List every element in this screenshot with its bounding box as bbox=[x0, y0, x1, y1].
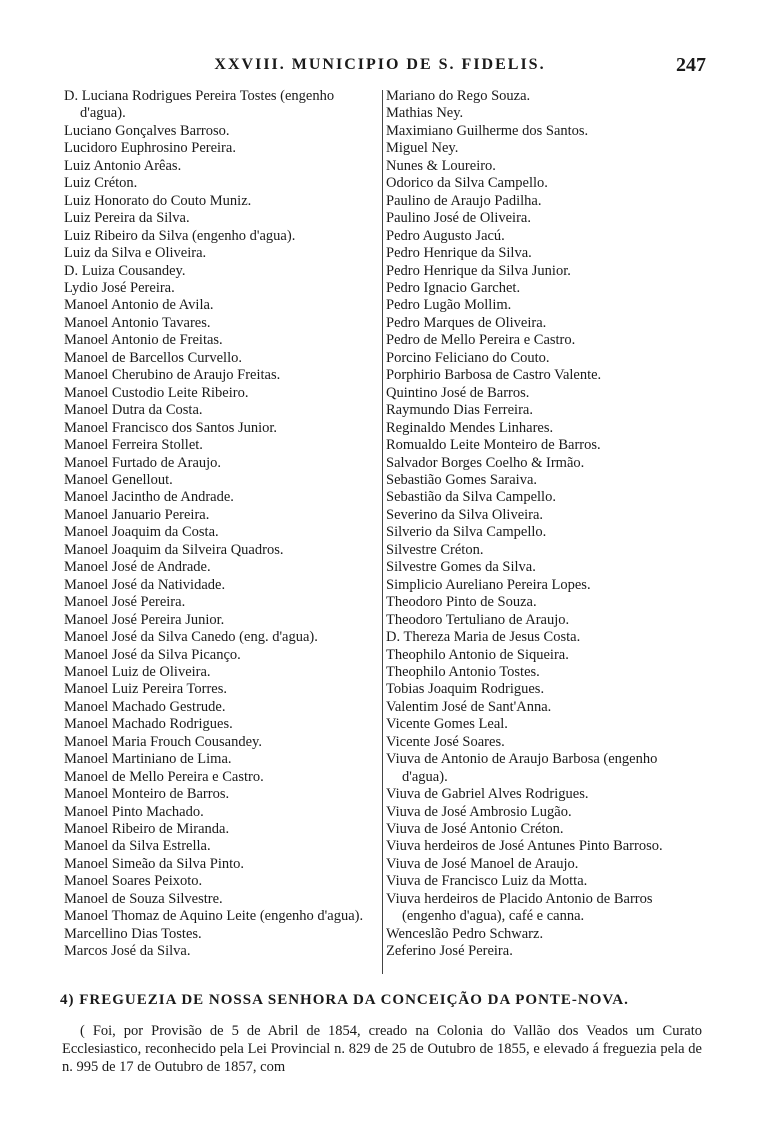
list-item: Porphirio Barbosa de Castro Valente. bbox=[386, 367, 602, 384]
left-column bbox=[64, 88, 382, 961]
list-item: Severino da Silva Oliveira. bbox=[386, 506, 544, 523]
list-item: Manoel Furtado de Araujo. bbox=[64, 454, 222, 471]
list-item: Pedro Marques de Oliveira. bbox=[386, 314, 547, 331]
list-item: Vicente Gomes Leal. bbox=[386, 716, 508, 733]
list-item: Manoel Custodio Leite Ribeiro. bbox=[64, 384, 249, 401]
list-item: Lydio José Pereira. bbox=[64, 279, 175, 296]
list-item: Viuva de José Ambrosio Lugão. bbox=[386, 803, 572, 820]
list-item: Luiz Pereira da Silva. bbox=[64, 210, 190, 227]
list-item: Viuva de Gabriel Alves Rodrigues. bbox=[386, 786, 589, 803]
list-item: Manoel Cherubino de Araujo Freitas. bbox=[64, 367, 281, 384]
list-item: Pedro de Mello Pereira e Castro. bbox=[386, 332, 576, 349]
list-item: Luiz Ribeiro da Silva (engenho d'agua). bbox=[64, 227, 296, 244]
list-item: Sebastião da Silva Campello. bbox=[386, 489, 556, 506]
list-item: Marcellino Dias Tostes. bbox=[64, 925, 202, 942]
right-column bbox=[386, 88, 704, 961]
list-item: Pedro Henrique da Silva Junior. bbox=[386, 262, 571, 279]
list-item: Viuva de José Antonio Créton. bbox=[386, 821, 564, 838]
list-item: D. Luiza Cousandey. bbox=[64, 262, 186, 279]
list-item: Sebastião Gomes Saraiva. bbox=[386, 471, 538, 488]
list-item: Luiz da Silva e Oliveira. bbox=[64, 245, 207, 262]
list-item: Manoel de Souza Silvestre. bbox=[64, 890, 223, 907]
list-item: Lucidoro Euphrosino Pereira. bbox=[64, 140, 236, 157]
list-item: Viuva herdeiros de José Antunes Pinto Barroso. bbox=[386, 838, 663, 855]
list-item: D. Luciana Rodrigues Pereira Tostes (engenho d'agua). bbox=[64, 88, 335, 122]
list-item: Porcino Feliciano do Couto. bbox=[386, 349, 550, 366]
column-divider bbox=[382, 90, 383, 974]
list-item: Mathias Ney. bbox=[386, 105, 464, 122]
list-item: Luiz Créton. bbox=[64, 175, 138, 192]
section-paragraph bbox=[62, 1022, 702, 1076]
list-item: Theophilo Antonio de Siqueira. bbox=[386, 646, 569, 663]
list-item: Quintino José de Barros. bbox=[386, 384, 530, 401]
list-item: Manoel José de Andrade. bbox=[64, 559, 211, 576]
list-item: Vicente José Soares. bbox=[386, 733, 505, 750]
list-item: Manoel Luiz Pereira Torres. bbox=[64, 681, 227, 698]
list-item: Manoel Januario Pereira. bbox=[64, 506, 210, 523]
list-item: Theodoro Tertuliano de Araujo. bbox=[386, 611, 570, 628]
list-item: Manoel Machado Gestrude. bbox=[64, 698, 226, 715]
list-item: Manoel da Silva Estrella. bbox=[64, 838, 211, 855]
list-item: Manoel Machado Rodrigues. bbox=[64, 716, 233, 733]
name-list-columns bbox=[64, 88, 704, 976]
list-item: Silvestre Gomes da Silva. bbox=[386, 559, 536, 576]
list-item: Manoel Luiz de Oliveira. bbox=[64, 663, 211, 680]
list-item: Viuva de José Manoel de Araujo. bbox=[386, 855, 579, 872]
list-item: Silvestre Créton. bbox=[386, 541, 484, 558]
list-item: Manoel Soares Peixoto. bbox=[64, 873, 203, 890]
list-item: Marcos José da Silva. bbox=[64, 943, 191, 960]
list-item: Pedro Henrique da Silva. bbox=[386, 245, 532, 262]
list-item: Manoel Antonio de Avila. bbox=[64, 297, 214, 314]
list-item: Manoel Genellout. bbox=[64, 471, 173, 488]
list-item: Manoel Thomaz de Aquino Leite (engenho d'agua). bbox=[64, 908, 364, 925]
list-item: Luciano Gonçalves Barroso. bbox=[64, 122, 230, 139]
list-item: Pedro Lugão Mollim. bbox=[386, 297, 512, 314]
list-item: Miguel Ney. bbox=[386, 140, 459, 157]
list-item: Manoel Maria Frouch Cousandey. bbox=[64, 733, 262, 750]
list-item: Manoel José Pereira Junior. bbox=[64, 611, 225, 628]
list-item: Manoel Antonio de Freitas. bbox=[64, 332, 223, 349]
list-item: Manoel Ribeiro de Miranda. bbox=[64, 821, 230, 838]
list-item: Paulino de Araujo Padilha. bbox=[386, 192, 542, 209]
section-heading: 4) FREGUEZIA DE NOSSA SENHORA DA CONCEIÇÃO DA PONTE-NOVA. bbox=[60, 992, 629, 1008]
list-item: Maximiano Guilherme dos Santos. bbox=[386, 122, 589, 139]
list-item: Viuva de Francisco Luiz da Motta. bbox=[386, 873, 588, 890]
list-item: Manoel José da Natividade. bbox=[64, 576, 226, 593]
list-item: Pedro Augusto Jacú. bbox=[386, 227, 505, 244]
list-item: Manoel Martiniano de Lima. bbox=[64, 751, 232, 768]
list-item: Silverio da Silva Campello. bbox=[386, 524, 547, 541]
list-item: Manoel José Pereira. bbox=[64, 594, 186, 611]
list-item: Manoel Jacintho de Andrade. bbox=[64, 489, 234, 506]
list-item: Manoel Simeão da Silva Pinto. bbox=[64, 855, 245, 872]
list-item: Manoel Ferreira Stollet. bbox=[64, 437, 203, 454]
list-item: Manoel Francisco dos Santos Junior. bbox=[64, 419, 278, 436]
list-item: Mariano do Rego Souza. bbox=[386, 88, 531, 104]
list-item: Theodoro Pinto de Souza. bbox=[386, 594, 537, 611]
list-item: Wenceslão Pedro Schwarz. bbox=[386, 925, 544, 942]
list-item: Valentim José de Sant'Anna. bbox=[386, 698, 552, 715]
list-item: Manoel Joaquim da Costa. bbox=[64, 524, 219, 541]
list-item: Luiz Antonio Arêas. bbox=[64, 157, 182, 174]
list-item: Simplicio Aureliano Pereira Lopes. bbox=[386, 576, 591, 593]
list-item: Odorico da Silva Campello. bbox=[386, 175, 548, 192]
list-item: Tobias Joaquim Rodrigues. bbox=[386, 681, 545, 698]
list-item: Theophilo Antonio Tostes. bbox=[386, 663, 540, 680]
list-item: Manoel Pinto Machado. bbox=[64, 803, 204, 820]
list-item: Manoel José da Silva Picanço. bbox=[64, 646, 241, 663]
list-item: Manoel Joaquim da Silveira Quadros. bbox=[64, 541, 284, 558]
list-item: Manoel de Mello Pereira e Castro. bbox=[64, 768, 264, 785]
list-item: Manoel José da Silva Canedo (eng. d'agua). bbox=[64, 629, 318, 646]
list-item: Manoel Monteiro de Barros. bbox=[64, 786, 230, 803]
list-item: Reginaldo Mendes Linhares. bbox=[386, 419, 554, 436]
list-item: Raymundo Dias Ferreira. bbox=[386, 402, 533, 419]
list-item: Manoel Antonio Tavares. bbox=[64, 314, 211, 331]
list-item: Viuva de Antonio de Araujo Barbosa (engenho d'agua). bbox=[386, 751, 658, 785]
running-title: XXVIII. MUNICIPIO DE S. FIDELIS. bbox=[214, 56, 546, 73]
list-item: Romualdo Leite Monteiro de Barros. bbox=[386, 437, 601, 454]
list-item: Manoel de Barcellos Curvello. bbox=[64, 349, 242, 366]
list-item: Pedro Ignacio Garchet. bbox=[386, 279, 521, 296]
list-item: Zeferino José Pereira. bbox=[386, 943, 513, 960]
section-paragraph-text: ( Foi, por Provisão de 5 de Abril de 1854, creado na Colonia do Vallão dos Veados um Curato Ecclesiastico, reconhecido pela Lei Provincial n. 829 de 25 de Outubro de 1855, e elevado á freguezia pela de n. 995 de 17 de Outubro de 1857, com bbox=[62, 1023, 702, 1075]
page-number: 247 bbox=[676, 54, 706, 76]
list-item: Viuva herdeiros de Placido Antonio de Barros (engenho d'agua), café e canna. bbox=[386, 890, 653, 925]
list-item: Manoel Dutra da Costa. bbox=[64, 402, 203, 419]
list-item: D. Thereza Maria de Jesus Costa. bbox=[386, 629, 581, 646]
list-item: Salvador Borges Coelho & Irmão. bbox=[386, 454, 585, 471]
list-item: Luiz Honorato do Couto Muniz. bbox=[64, 192, 252, 209]
list-item: Paulino José de Oliveira. bbox=[386, 210, 531, 227]
page-header bbox=[0, 56, 768, 80]
list-item: Nunes & Loureiro. bbox=[386, 157, 496, 174]
